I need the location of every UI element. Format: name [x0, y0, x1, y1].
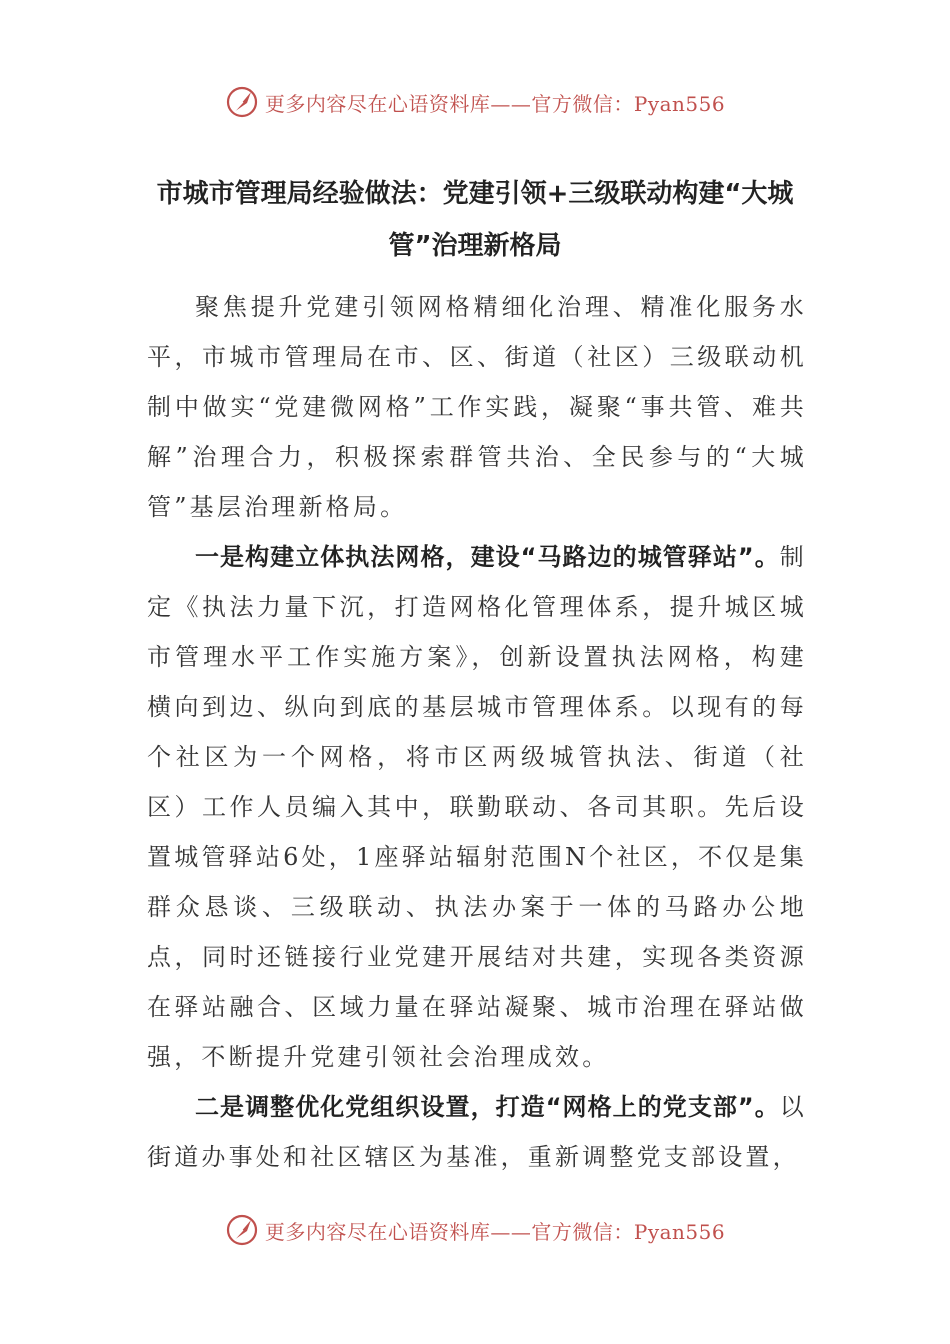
quill-logo-icon	[225, 85, 259, 119]
document-title: 市城市管理局经验做法：党建引领+三级联动构建“大城管”治理新格局	[156, 179, 794, 261]
section-2-paragraph	[147, 1082, 807, 1182]
footer-banner-text: 更多内容尽在心语资料库——官方微信：Pyan556	[264, 1219, 726, 1244]
document-body	[147, 282, 807, 1182]
header-banner	[0, 82, 950, 122]
section-2-heading: 二是调整优化党组织设置，打造“网格上的党支部”。	[195, 1093, 780, 1121]
section-2-body: 以街道办事处和社区辖区为基准，重新调整党支部设置，	[147, 1093, 807, 1171]
quill-logo-icon	[225, 1213, 259, 1247]
section-1-paragraph	[147, 532, 807, 1082]
section-1-body: 制定《执法力量下沉，打造网格化管理体系，提升城区城市管理水平工作实施方案》，创新设置执法网格，构建横向到边、纵向到底的基层城市管理体系。以现有的每个社区为一个网格，将市区两级城管执法、街道（社区）工作人员编入其中，联勤联动、各司其职。先后设置城管驿站6处，1座驿站辐射范围N个社区，不仅是集群众恳谈、三级联动、执法办案于一体的马路办公地点，同时还链接行业党建开展结对共建，实现各类资源在驿站融合、区域力量在驿站凝聚、城市治理在驿站做强，不断提升党建引领社会治理成效。	[147, 543, 807, 1071]
intro-paragraph: 聚焦提升党建引领网格精细化治理、精准化服务水平，市城市管理局在市、区、街道（社区）三级联动机制中做实“党建微网格”工作实践，凝聚“事共管、难共解”治理合力，积极探索群管共治、全民参与的“大城管”基层治理新格局。	[147, 293, 807, 521]
section-1-heading: 一是构建立体执法网格，建设“马路边的城管驿站”。	[195, 543, 780, 571]
footer-banner	[0, 1210, 950, 1250]
header-banner-text: 更多内容尽在心语资料库——官方微信：Pyan556	[264, 91, 726, 116]
